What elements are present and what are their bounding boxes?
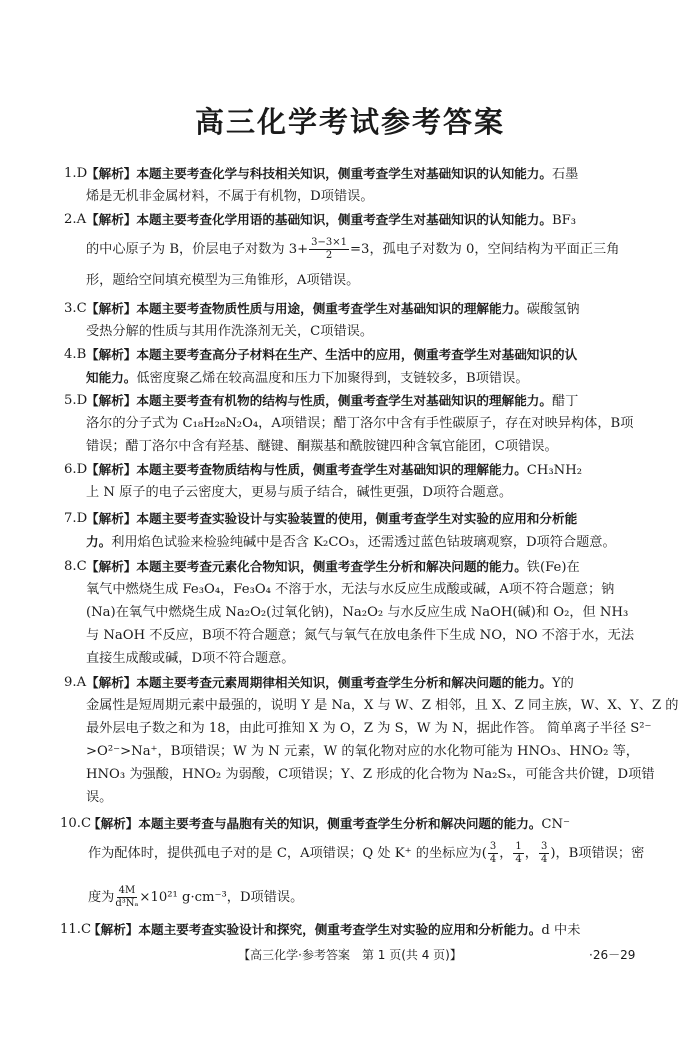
fraction-numerator: 3: [489, 841, 497, 852]
answer-text: )，B项错误；密: [550, 846, 645, 861]
answer-summary-cont: 力。: [86, 534, 112, 549]
answer-number: 4.B: [64, 347, 87, 362]
analysis-tag: 【解析】: [88, 922, 139, 937]
answer-item-7: [64, 507, 636, 553]
fraction-denominator: 4: [515, 854, 522, 865]
analysis-tag: 【解析】: [86, 347, 137, 362]
answer-text: 洛尔的分子式为 C₁₈H₂₈N₂O₄，A项错误；醋丁洛尔中含有手性碳原子，存在对映异构体，B项: [86, 416, 634, 431]
answer-text: 的中心原子为 B，价层电子对数为 3+: [86, 242, 309, 257]
answer-text: ×10²¹ g·cm⁻³，D项错误。: [139, 890, 304, 905]
answer-summary: 本题主要考查物质结构与性质，侧重考查学生对基础知识的理解能力。: [136, 462, 527, 477]
answer-item-10: [60, 812, 645, 917]
fraction-denominator: 4: [489, 854, 497, 865]
answer-text: 石墨: [551, 167, 579, 182]
answer-number: 8.C: [64, 559, 87, 574]
fraction-denominator: 4: [540, 854, 548, 865]
answer-item-5: [64, 389, 636, 458]
answer-text: HNO₃ 为强酸，HNO₂ 为弱酸，C项错误；Y、Z 形成的化合物为 Na₂Sₓ，可能含共价键，D项错: [86, 767, 655, 782]
answer-text: d 中未: [541, 923, 581, 938]
answer-summary: 本题主要考查实验设计与实验装置的使用，侧重考查学生对实验的应用和分析能: [136, 511, 578, 526]
answer-text: 烯是无机非金属材料，不属于有机物，D项错误。: [86, 189, 374, 204]
fraction-numerator: 3−3×1: [311, 237, 347, 248]
answer-item-9: [64, 671, 679, 809]
answer-text: 简单离子半径 S²⁻: [546, 721, 652, 736]
page-footer: 【高三化学·参考答案 第 1 页(共 4 页)】: [238, 948, 462, 962]
answer-number: 9.A: [64, 675, 87, 690]
answer-text: BF₃: [551, 213, 577, 228]
answer-number: 10.C: [60, 816, 92, 831]
fraction-numerator: 4M: [118, 885, 136, 896]
answer-item-2: [64, 208, 636, 292]
answer-text: 碳酸氢钠: [526, 302, 580, 317]
answer-number: 5.D: [64, 393, 88, 408]
answer-summary: 本题主要考查物质性质与用途，侧重考查学生对基础知识的理解能力。: [136, 301, 527, 316]
answer-text: 利用焰色试验来检验纯碱中是否含 K₂CO₃，还需透过蓝色钴玻璃观察，D项符合题意。: [111, 535, 616, 550]
fraction-numerator: 3: [540, 841, 548, 852]
answer-text: ，: [524, 846, 538, 861]
analysis-tag: 【解析】: [86, 462, 137, 477]
answer-number: 1.D: [64, 166, 88, 181]
doc-code: ·26－29: [589, 948, 636, 962]
answer-summary: 本题主要考查化学用语的基础知识，侧重考查学生对基础知识的认知能力。: [136, 212, 552, 227]
fraction-numerator: 1: [515, 841, 522, 852]
answer-number: 2.A: [64, 212, 87, 227]
fraction: [115, 885, 138, 910]
answer-text: 铁(Fe)在: [526, 560, 580, 575]
fraction: [513, 841, 523, 866]
answer-summary: 本题主要考查实验设计和探究，侧重考查学生对实验的应用和分析能力。: [138, 922, 542, 937]
answer-text: 上 N 原子的电子云密度大，更易与质子结合，碱性更强，D项符合题意。: [86, 485, 513, 500]
answer-summary: 本题主要考查化学与科技相关知识，侧重考查学生对基础知识的认知能力。: [136, 166, 552, 181]
answer-text: 金属性是短周期元素中最强的，说明 Y 是 Na，X 与 W、Z 相邻，且 X、Z 同主族，W、X、Y、Z 的: [86, 698, 679, 713]
answer-text: Y的: [551, 676, 574, 691]
answer-item-6: [64, 458, 636, 504]
answer-number: 6.D: [64, 462, 88, 477]
answer-number: 11.C: [60, 922, 92, 937]
analysis-tag: 【解析】: [86, 675, 137, 690]
answer-text: 度为: [88, 890, 115, 905]
analysis-tag: 【解析】: [86, 511, 137, 526]
analysis-tag: 【解析】: [86, 393, 137, 408]
answer-item-11: [60, 918, 636, 941]
answer-number: 7.D: [64, 511, 88, 526]
fraction-denominator: d³Nₐ: [115, 898, 139, 909]
page-title: 高三化学考试参考答案: [194, 105, 505, 139]
answer-number: 3.C: [64, 301, 87, 316]
answer-summary: 本题主要考查元素周期律相关知识，侧重考查学生分析和解决问题的能力。: [136, 675, 552, 690]
fraction: [539, 841, 549, 866]
answer-summary: 本题主要考查元素化合物知识，侧重考查学生分析和解决问题的能力。: [136, 559, 527, 574]
answer-text: 直接生成酸或碱，D项不符合题意。: [86, 651, 295, 666]
answer-text: (Na)在氧气中燃烧生成 Na₂O₂(过氧化钠)，Na₂O₂ 与水反应生成 NaOH(碱)和 O₂，但 NH₃: [86, 605, 629, 620]
analysis-tag: 【解析】: [86, 559, 137, 574]
answer-text: 与 NaOH 不反应，B项不符合题意；氮气与氧气在放电条件下生成 NO，NO 不溶于水，无法: [86, 628, 635, 643]
answer-text: 醋丁: [551, 394, 579, 409]
answer-item-4: [64, 343, 636, 389]
answer-text: >O²⁻>Na⁺，B项错误；W 为 N 元素，W 的氧化物对应的水化物可能为 HNO₃、HNO₂ 等，: [86, 744, 639, 759]
fraction: [309, 237, 349, 262]
analysis-tag: 【解析】: [88, 816, 139, 831]
answer-text: ，: [499, 846, 513, 861]
answer-summary: 本题主要考查有机物的结构与性质，侧重考查学生对基础知识的理解能力。: [136, 393, 552, 408]
answer-text: 错误；醋丁洛尔中含有羟基、醚键、酮羰基和酰胺键四种含氧官能团，C项错误。: [86, 439, 558, 454]
fraction: [488, 841, 498, 866]
answer-item-8: [64, 555, 636, 670]
answer-text: 低密度聚乙烯在较高温度和压力下加聚得到，支链较多，B项错误。: [136, 371, 529, 386]
analysis-tag: 【解析】: [86, 301, 137, 316]
answer-text: 最外层电子数之和为 18，由此可推知 X 为 O，Z 为 S，W 为 N，据此作答。: [86, 721, 543, 736]
answer-text: 氧气中燃烧生成 Fe₃O₄，Fe₃O₄ 不溶于水，无法与水反应生成酸或碱，A项不符合题意；钠: [86, 582, 615, 597]
answer-text: 受热分解的性质与其用作洗涤剂无关，C项错误。: [86, 324, 374, 339]
answer-text: 形，题给空间填充模型为三角锥形，A项错误。: [86, 273, 360, 288]
answer-summary: 本题主要考查高分子材料在生产、生活中的应用，侧重考查学生对基础知识的认: [136, 347, 578, 362]
answer-text: CH₃NH₂: [526, 463, 582, 478]
answer-text: CN⁻: [541, 817, 570, 832]
answer-text: 误。: [86, 790, 113, 805]
analysis-tag: 【解析】: [86, 212, 137, 227]
answer-text: =3，孤电子对数为 0，空间结构为平面正三角: [350, 242, 620, 257]
analysis-tag: 【解析】: [86, 166, 137, 181]
answer-text: 作为配体时，提供孤电子对的是 C，A项错误；Q 处 K⁺ 的坐标应为(: [88, 846, 487, 861]
answer-summary-cont: 知能力。: [86, 370, 137, 385]
answer-summary: 本题主要考查与晶胞有关的知识，侧重考查学生分析和解决问题的能力。: [138, 816, 542, 831]
answer-item-3: [64, 297, 636, 343]
fraction-denominator: 2: [325, 250, 333, 261]
answer-item-1: [64, 162, 636, 208]
